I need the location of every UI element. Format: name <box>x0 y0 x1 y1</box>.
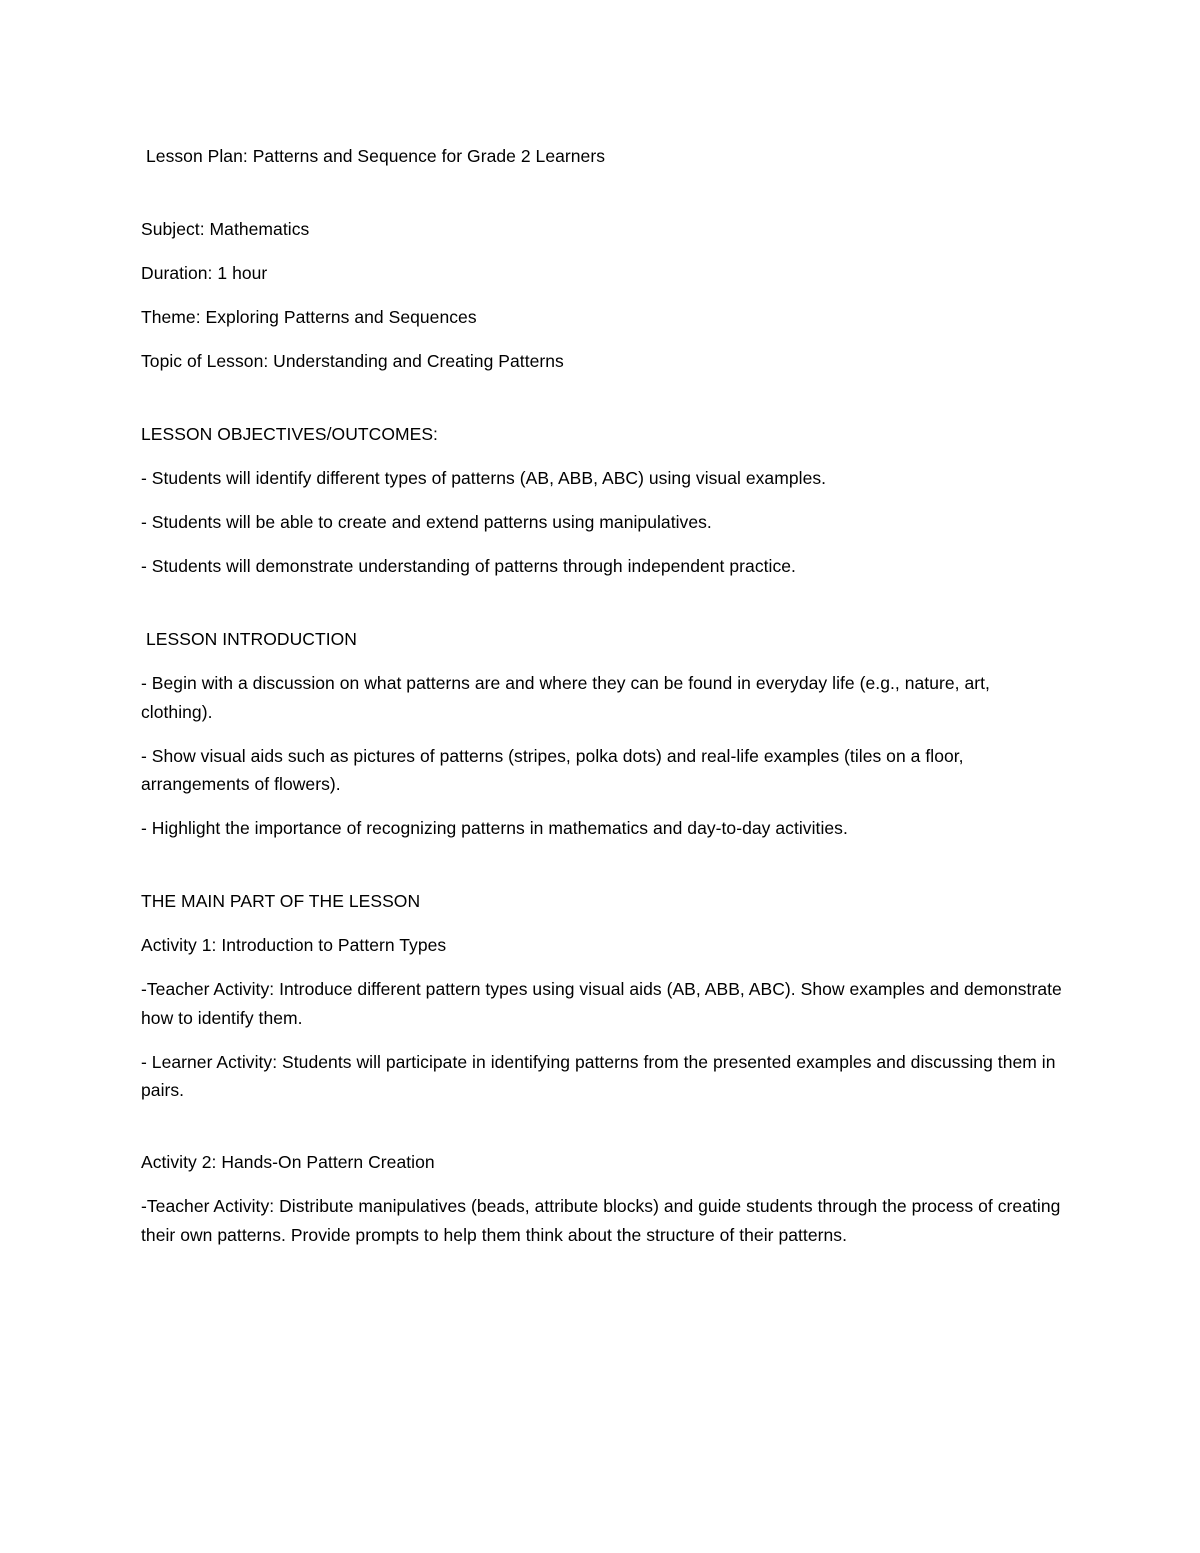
introduction-item: - Begin with a discussion on what patterns are and where they can be found in everyday life (e.g., nature, art, clothing). <box>141 673 990 722</box>
objective-item: - Students will be able to create and extend patterns using manipulatives. <box>141 512 712 532</box>
activity-2-title: Activity 2: Hands-On Pattern Creation <box>141 1152 435 1172</box>
topic-line: Topic of Lesson: Understanding and Creating Patterns <box>141 351 564 371</box>
subject-line: Subject: Mathematics <box>141 219 310 239</box>
activity-1-teacher: -Teacher Activity: Introduce different pattern types using visual aids (AB, ABB, ABC). Show examples and demonstrate how to identify them. <box>141 979 1062 1028</box>
duration-line: Duration: 1 hour <box>141 263 268 283</box>
activity-2-teacher: -Teacher Activity: Distribute manipulatives (beads, attribute blocks) and guide students through the process of creating their own patterns. Provide prompts to help them think about the structure of their patterns. <box>141 1196 1061 1245</box>
main-part-heading: THE MAIN PART OF THE LESSON <box>141 891 421 911</box>
theme-line: Theme: Exploring Patterns and Sequences <box>141 307 477 327</box>
introduction-item: - Highlight the importance of recognizing patterns in mathematics and day-to-day activities. <box>141 818 848 838</box>
objectives-heading: LESSON OBJECTIVES/OUTCOMES: <box>141 424 438 444</box>
spacer <box>141 186 1066 215</box>
spacer <box>141 391 1066 420</box>
introduction-item: - Show visual aids such as pictures of patterns (stripes, polka dots) and real-life examples (tiles on a floor, arrangements of flowers). <box>141 745 964 794</box>
document-title: Lesson Plan: Patterns and Sequence for Grade 2 Learners <box>146 146 606 166</box>
spacer <box>141 1120 1066 1148</box>
spacer <box>141 596 1066 625</box>
introduction-heading: LESSON INTRODUCTION <box>146 629 357 649</box>
objective-item: - Students will identify different types of patterns (AB, ABB, ABC) using visual examples. <box>141 468 827 488</box>
document-body <box>141 142 1066 1265</box>
spacer <box>141 858 1066 887</box>
objective-item: - Students will demonstrate understanding of patterns through independent practice. <box>141 556 796 576</box>
activity-1-title: Activity 1: Introduction to Pattern Types <box>141 935 447 955</box>
activity-1-learner: - Learner Activity: Students will participate in identifying patterns from the presented examples and discussing them in pairs. <box>141 1051 1056 1100</box>
